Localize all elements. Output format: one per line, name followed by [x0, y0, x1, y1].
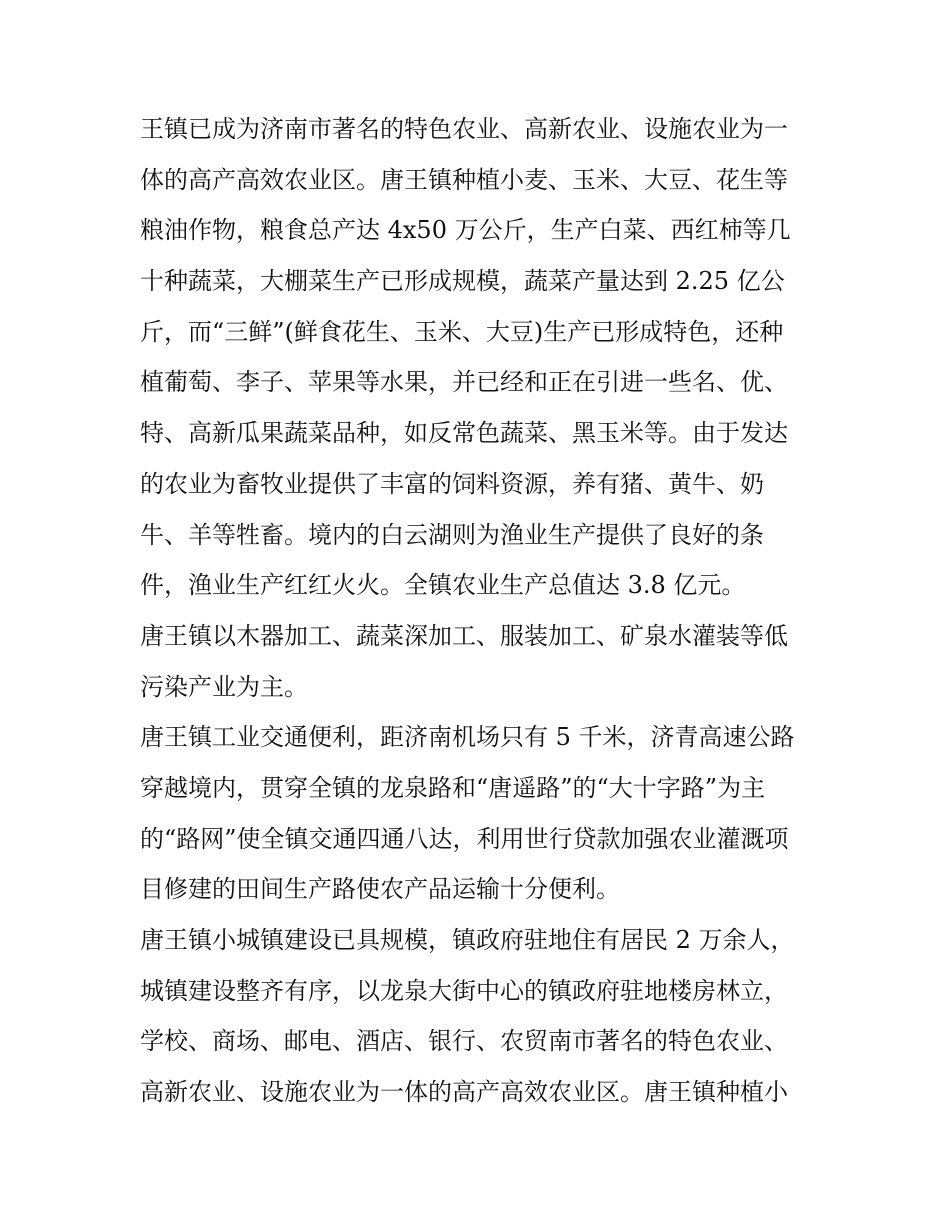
text-line: 斤，而“三鲜”(鲜食花生、玉米、大豆)生产已形成特色，还种: [140, 317, 784, 346]
text-line: 目修建的田间生产路使农产品运输十分便利。: [140, 875, 620, 904]
text-line: 牛、羊等牲畜。境内的白云湖则为渔业生产提供了良好的条: [140, 520, 764, 549]
text-line: 穿越境内，贯穿全镇的龙泉路和“唐遥路”的“大十字路”为主: [140, 773, 766, 802]
text-line: 特、高新瓜果蔬菜品种，如反常色蔬菜、黑玉米等。由于发达: [140, 419, 788, 448]
text-line: 粮油作物，粮食总产达 4x50 万公斤，生产白菜、西红柿等几: [140, 216, 791, 245]
text-line: 十种蔬菜，大棚菜生产已形成规模，蔬菜产量达到 2.25 亿公: [140, 267, 785, 296]
text-line: 王镇已成为济南市著名的特色农业、高新农业、设施农业为一: [140, 115, 788, 143]
text-line: 污染产业为主。: [140, 672, 308, 701]
text-line: 学校、商场、邮电、酒店、银行、农贸南市著名的特色农业、: [140, 1027, 788, 1056]
text-line: 件，渔业生产红红火火。全镇农业生产总值达 3.8 亿元。: [140, 571, 746, 600]
text-line: 的农业为畜牧业提供了丰富的饲料资源，养有猪、黄牛、奶: [140, 469, 764, 498]
text-line: 唐王镇工业交通便利，距济南机场只有 5 千米，济青高速公路: [140, 723, 795, 752]
text-line: 唐王镇小城镇建设已具规模，镇政府驻地住有居民 2 万余人，: [140, 926, 795, 954]
document-body: [140, 104, 820, 1118]
text-line: 高新农业、设施农业为一体的高产高效农业区。唐王镇种植小: [140, 1078, 788, 1107]
text-line: 植葡萄、李子、苹果等水果，并已经和正在引进一些名、优、: [140, 368, 788, 397]
text-line: 体的高产高效农业区。唐王镇种植小麦、玉米、大豆、花生等: [140, 165, 788, 194]
text-line: 唐王镇以木器加工、蔬菜深加工、服装加工、矿泉水灌装等低: [140, 621, 788, 650]
text-line: 的“路网”使全镇交通四通八达，利用世行贷款加强农业灌溉项: [140, 824, 789, 853]
text-line: 城镇建设整齐有序，以龙泉大街中心的镇政府驻地楼房林立，: [140, 976, 788, 1005]
